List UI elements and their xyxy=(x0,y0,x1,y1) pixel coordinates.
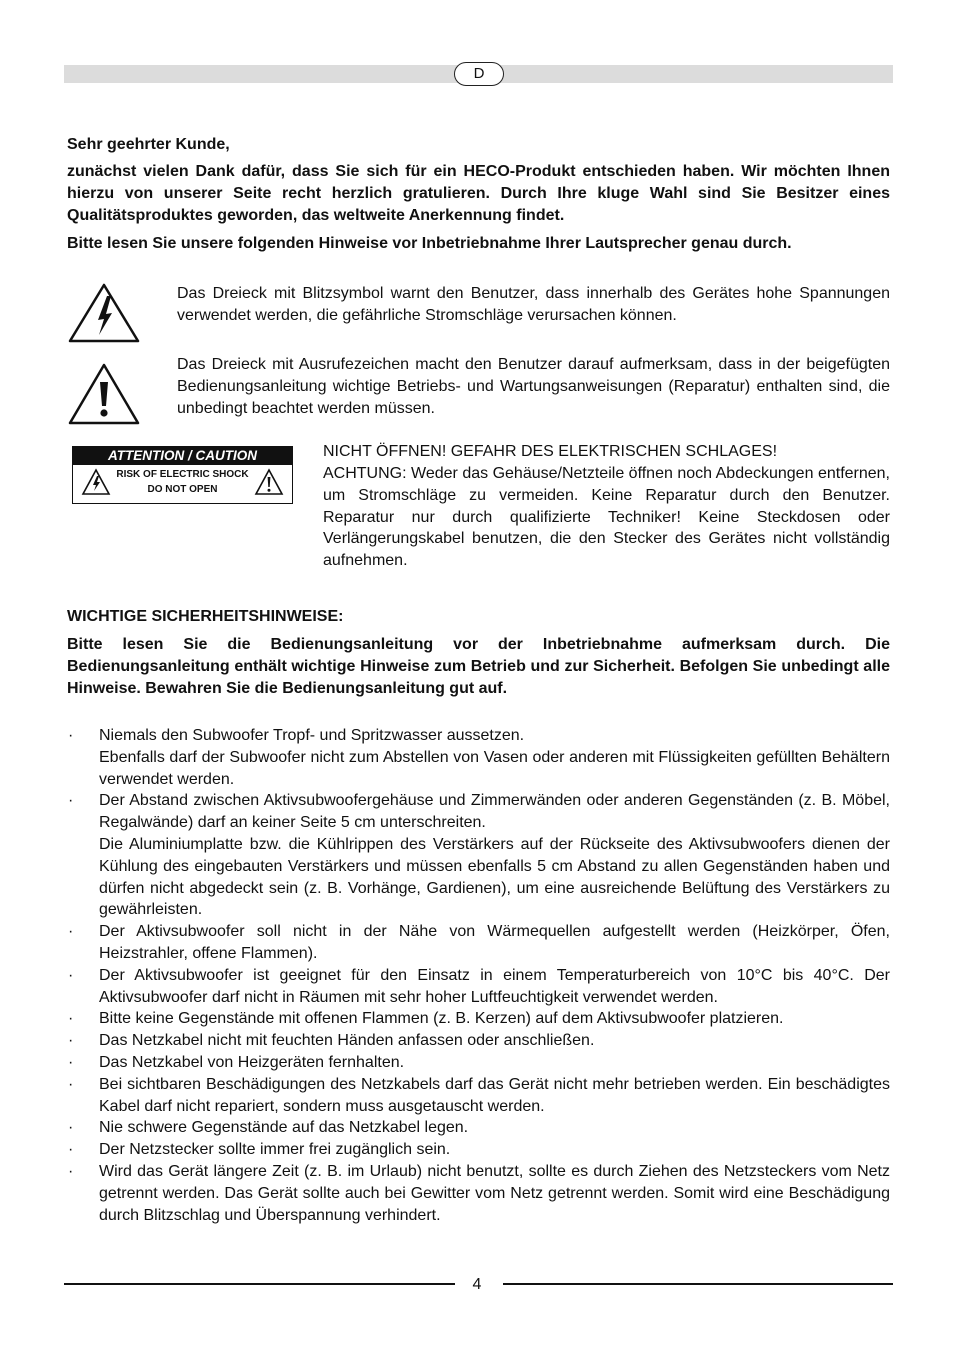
safety-list xyxy=(65,725,890,1226)
bullet-marker: · xyxy=(68,1119,74,1137)
safety-intro: Bitte lesen Sie die Bedienungsanleitung vor der Inbetriebnahme aufmerksam durch. Die Bedienungsanleitung enthält wichtige Hinweise zum Betrieb und zur Sicherheit. Befolgen Sie unbedingt alle Hinweise. Bewahren Sie die Bedienungsanleitung gut auf. xyxy=(67,636,890,697)
safety-heading: WICHTIGE SICHERHEITSHINWEISE: xyxy=(67,608,344,625)
lightning-symbol-description: Das Dreieck mit Blitzsymbol warnt den Benutzer, dass innerhalb des Gerätes hohe Spannungen verwendet werden, die gefährliche Stromschläge verursachen können. xyxy=(177,285,890,324)
safety-item-text: Das Netzkabel nicht mit feuchten Händen anfassen oder anschließen. xyxy=(99,1032,595,1050)
bullet-marker: · xyxy=(68,1010,74,1028)
safety-item-text: Der Abstand zwischen Aktivsubwoofergehäuse und Zimmerwänden oder anderen Gegenständen (z. B. Möbel, Regalwände) darf an keiner Seite 5 cm unterschreiten. xyxy=(99,792,890,832)
exclamation-warning-triangle-icon xyxy=(67,362,141,431)
exclamation-small-icon xyxy=(254,468,284,501)
safety-list-item xyxy=(65,1030,890,1052)
caution-label-heading: ATTENTION / CAUTION xyxy=(73,447,292,465)
safety-item-text: Wird das Gerät längere Zeit (z. B. im Urlaub) nicht benutzt, sollte es durch Ziehen des Netzsteckers vom Netz getrennt werden. Das Gerät sollte auch bei Gewitter vom Netz getrennt werden. Somit wird eine Beschädigung durch Blitzschlag und Überspannung verhindert. xyxy=(99,1162,890,1224)
safety-list-item xyxy=(65,1074,890,1118)
safety-list-item xyxy=(65,790,890,921)
safety-list-item xyxy=(65,1139,890,1161)
safety-item-text: Der Netzstecker sollte immer frei zugänglich sein. xyxy=(99,1141,451,1159)
bullet-marker: · xyxy=(68,727,74,744)
caution-label-line-2: DO NOT OPEN xyxy=(147,484,218,495)
safety-item-text: Das Netzkabel von Heizgeräten fernhalten. xyxy=(99,1053,405,1071)
caution-label-line-1: RISK OF ELECTRIC SHOCK xyxy=(116,469,249,480)
read-notice: Bitte lesen Sie unsere folgenden Hinweise vor Inbetriebnahme Ihrer Lautsprecher genau durch. xyxy=(67,235,792,252)
safety-list-item xyxy=(65,965,890,1009)
bullet-marker: · xyxy=(68,1032,74,1050)
caution-heading: NICHT ÖFFNEN! GEFAHR DES ELEKTRISCHEN SCHLAGES! xyxy=(323,443,778,460)
safety-item-text: Bitte keine Gegenstände mit offenen Flammen (z. B. Kerzen) auf dem Aktivsubwoofer platzieren. xyxy=(99,1010,784,1028)
safety-item-text: Der Aktivsubwoofer soll nicht in der Nähe von Wärmequellen aufgestellt werden (Heizkörper, Öfen, Heizstrahler, offene Flammen). xyxy=(99,923,890,962)
safety-item-text: Nie schwere Gegenstände auf das Netzkabel legen. xyxy=(99,1119,469,1137)
safety-list-item xyxy=(65,1117,890,1139)
page-number: 4 xyxy=(472,1276,482,1293)
safety-list-wrapper xyxy=(65,725,890,1226)
safety-item-text: Bei sichtbaren Beschädigungen des Netzkabels darf das Gerät nicht mehr betrieben werden. Ein beschädigtes Kabel darf nicht repariert, sondern muss ausgetauscht werden. xyxy=(99,1075,890,1115)
safety-list-item xyxy=(65,1052,890,1074)
bullet-marker: · xyxy=(68,1053,74,1071)
exclamation-symbol-description: Das Dreieck mit Ausrufezeichen macht den Benutzer darauf aufmerksam, dass in der beigefügten Bedienungsanleitung wichtige Betriebs- und Wartungsanweisungen (Reparatur) enthalten sind, die unbedingt beachtet werden müssen. xyxy=(177,356,890,417)
bullet-marker: · xyxy=(68,923,74,941)
bullet-marker: · xyxy=(68,966,74,984)
language-badge: D xyxy=(454,62,504,86)
safety-item-text: Niemals den Subwoofer Tropf- und Spritzwasser aussetzen. xyxy=(99,727,525,744)
bullet-marker: · xyxy=(68,1162,74,1180)
intro-paragraph: zunächst vielen Dank dafür, dass Sie sich für ein HECO-Produkt entschieden haben. Wir möchten Ihnen hierzu von unserer Seite recht herzlich gratulieren. Durch Ihre kluge Wahl sind Sie Besitzer eines Qualitätsproduktes geworden, das weltweite Anerkennung findet. xyxy=(67,163,890,224)
footer-rule-left xyxy=(64,1283,455,1285)
caution-body: ACHTUNG: Weder das Gehäuse/Netzteile öffnen noch Abdeckungen entfernen, um Stromschläge zu vermeiden. Keine Reparatur durch den Benutzer. Reparatur nur durch qualifizierte Techniker! Keine Steckdosen oder Verlängerungskabel benutzen, die den Stecker des Gerätes nicht vollständig aufnehmen. xyxy=(323,465,890,570)
bullet-marker: · xyxy=(68,1075,74,1093)
safety-list-item xyxy=(65,921,890,965)
safety-list-item xyxy=(65,1008,890,1030)
bullet-marker: · xyxy=(68,1141,74,1159)
footer-rule-right xyxy=(503,1283,893,1285)
bullet-marker: · xyxy=(68,792,74,810)
safety-list-item xyxy=(65,725,890,790)
safety-list-item xyxy=(65,1161,890,1226)
caution-label xyxy=(72,446,293,504)
safety-item-text: Die Aluminiumplatte bzw. die Kühlrippen des Verstärkers auf der Rückseite des Aktivsubwoofers dienen der Kühlung des eingebauten Verstärkers und müssen ebenfalls 5 cm Abstand zu allen Gegenständen haben und dürfen nicht abgedeckt sein (z. B. Vorhänge, Gardienen), um eine ausreichende Belüftung des Verstärkers zu gewährleisten. xyxy=(99,835,890,919)
safety-item-text: Der Aktivsubwoofer ist geeignet für den Einsatz in einem Temperaturbereich von 10°C bis 40°C. Der Aktivsubwoofer darf nicht in Räumen mit sehr hoher Luftfeuchtigkeit verwendet werden. xyxy=(99,966,890,1006)
safety-item-text: Ebenfalls darf der Subwoofer nicht zum Abstellen von Vasen oder anderen mit Flüssigkeiten gefüllten Behältern verwendet werden. xyxy=(99,748,890,788)
lightning-warning-triangle-icon xyxy=(67,282,141,349)
greeting: Sehr geehrter Kunde, xyxy=(67,136,230,153)
